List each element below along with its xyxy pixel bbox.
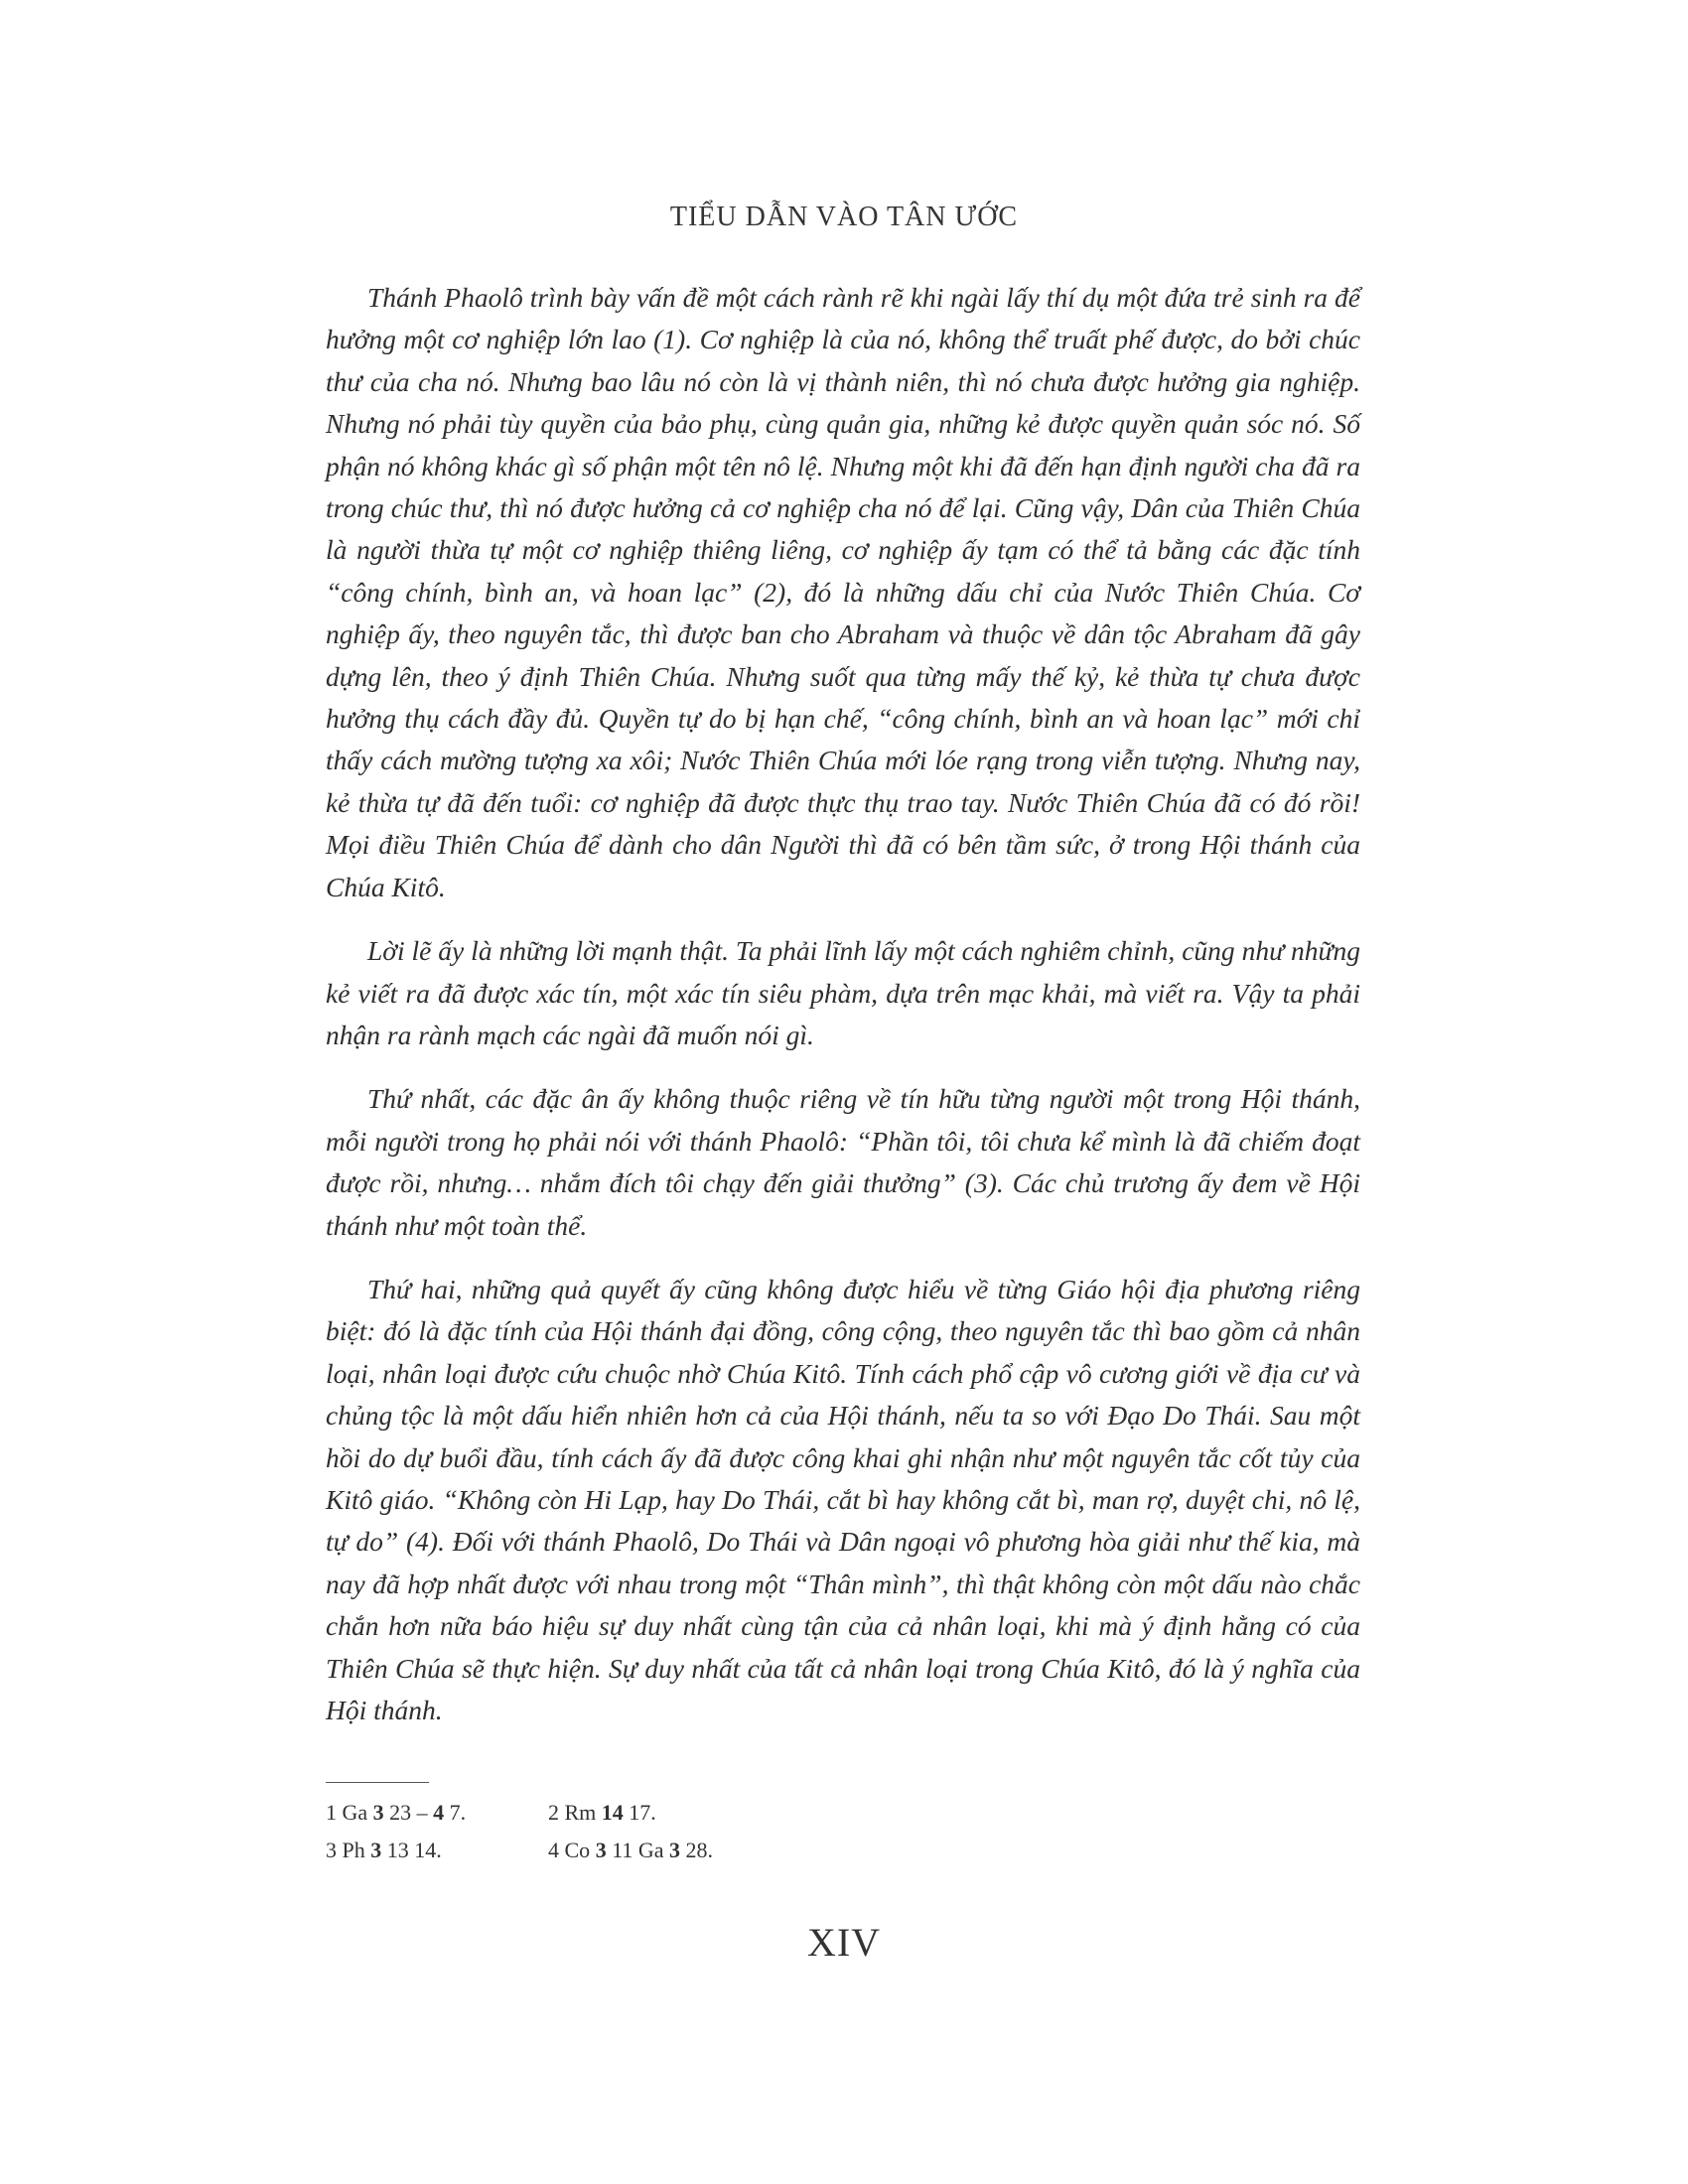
- footnotes: [326, 1794, 1219, 1869]
- running-header: TIỂU DẪN VÀO TÂN ƯỚC: [669, 202, 1019, 232]
- page-number: XIV: [806, 1920, 882, 1965]
- footnote-row: [326, 1832, 1219, 1869]
- footnote-1: 1 Ga 3 23 – 4 7.: [326, 1800, 467, 1825]
- footnote-2: 2 Rm 14 17.: [548, 1800, 656, 1825]
- paragraph-4: Thứ hai, những quả quyết ấy cũng không được hiểu về từng Giáo hội địa phương riêng biệt: đó là đặc tính của Hội thánh đại đồng, công cộng, theo nguyên tắc thì bao gồm cả nhân loại, nhân loại được cứu chuộc nhờ Chúa Kitô. Tính cách phổ cập vô cương giới về địa cư và chủng tộc là một dấu hiển nhiên hơn cả của Hội thánh, nếu ta so với Đạo Do Thái. Sau một hồi do dự buổi đầu, tính cách ấy đã được công khai ghi nhận như một nguyên tắc cốt tủy của Kitô giáo. “Không còn Hi Lạp, hay Do Thái, cắt bì hay không cắt bì, man rợ, duyệt chi, nô lệ, tự do” (4). Đối với thánh Phaolô, Do Thái và Dân ngoại vô phương hòa giải như thế kia, mà nay đã hợp nhất được với nhau trong một “Thân mình”, thì thật không còn một dấu nào chắc chắn hơn nữa báo hiệu sự duy nhất cùng tận của cả nhân loại, khi mà ý định hằng có của Thiên Chúa sẽ thực hiện. Sự duy nhất của tất cả nhân loại trong Chúa Kitô, đó là ý nghĩa của Hội thánh.: [326, 1273, 1360, 1725]
- paragraph-2: Lời lẽ ấy là những lời mạnh thật. Ta phải lĩnh lấy một cách nghiêm chỉnh, cũng như những kẻ viết ra đã được xác tín, một xác tín siêu phàm, dựa trên mạc khải, mà viết ra. Vậy ta phải nhận ra rành mạch các ngài đã muốn nói gì.: [326, 935, 1360, 1050]
- footnote-row: [326, 1794, 1219, 1832]
- paragraph-1: Thánh Phaolô trình bày vấn đề một cách rành rẽ khi ngài lấy thí dụ một đứa trẻ sinh ra để hưởng một cơ nghiệp lớn lao (1). Cơ nghiệp là của nó, không thể truất phế được, do bởi chúc thư của cha nó. Nhưng bao lâu nó còn là vị thành niên, thì nó chưa được hưởng gia nghiệp. Nhưng nó phải tùy quyền của bảo phụ, cùng quản gia, những kẻ được quyền quản sóc nó. Số phận nó không khác gì số phận một tên nô lệ. Nhưng một khi đã đến hạn định người cha đã ra trong chúc thư, thì nó được hưởng cả cơ nghiệp cha nó để lại. Cũng vậy, Dân của Thiên Chúa là người thừa tự một cơ nghiệp thiêng liêng, cơ nghiệp ấy tạm có thể tả bằng các đặc tính “công chính, bình an, và hoan lạc” (2), đó là những dấu chỉ của Nước Thiên Chúa. Cơ nghiệp ấy, theo nguyên tắc, thì được ban cho Abraham và thuộc về dân tộc Abraham đã gây dựng lên, theo ý định Thiên Chúa. Nhưng suốt qua từng mấy thế kỷ, kẻ thừa tự chưa được hưởng thụ cách đầy đủ. Quyền tự do bị hạn chế, “công chính, bình an và hoan lạc” mới chỉ thấy cách mường tượng xa xôi; Nước Thiên Chúa mới lóe rạng trong viễn tượng. Nhưng nay, kẻ thừa tự đã đến tuổi: cơ nghiệp đã được thực thụ trao tay. Nước Thiên Chúa đã có đó rồi! Mọi điều Thiên Chúa để dành cho dân Người thì đã có bên tầm sức, ở trong Hội thánh của Chúa Kitô.: [326, 282, 1360, 902]
- paragraph-3: Thứ nhất, các đặc ân ấy không thuộc riêng về tín hữu từng người một trong Hội thánh, mỗi người trong họ phải nói với thánh Phaolô: “Phần tôi, tôi chưa kể mình là đã chiếm đoạt được rồi, nhưng… nhắm đích tôi chạy đến giải thưởng” (3). Các chủ trương ấy đem về Hội thánh như một toàn thể.: [326, 1083, 1360, 1241]
- footnote-4: 4 Co 3 11 Ga 3 28.: [548, 1838, 714, 1862]
- footnote-separator: [326, 1782, 429, 1783]
- footnote-3: 3 Ph 3 13 14.: [326, 1838, 442, 1862]
- body-text: [326, 277, 1360, 1753]
